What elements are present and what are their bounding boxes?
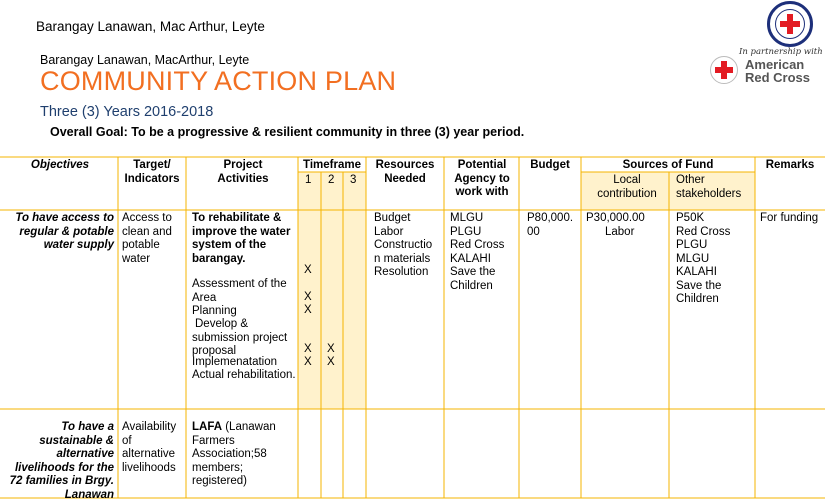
- partner-line-2: Red Cross: [745, 70, 811, 85]
- stakeholder-item: Children: [676, 293, 719, 305]
- timeframe-mark: X: [304, 356, 312, 368]
- stakeholder-item: MLGU: [676, 252, 710, 265]
- row1-activity-implementation: Implemenatation: [192, 356, 278, 368]
- overall-goal: Overall Goal: To be a progressive & resilient community in three (3) year period.: [50, 125, 525, 139]
- row1-local-contribution: [586, 212, 666, 239]
- resource-item: Resolution: [374, 266, 429, 278]
- header-remarks: Remarks: [765, 159, 815, 171]
- resource-item: Labor: [374, 225, 404, 238]
- agency-item: Children: [450, 279, 493, 292]
- row1-remarks: For funding: [760, 212, 819, 224]
- local-amount: P30,000.00: [586, 212, 645, 224]
- resource-item: n materials: [374, 252, 431, 265]
- header-activities: Project Activities: [217, 159, 269, 185]
- header-budget: Budget: [530, 159, 570, 171]
- philippine-red-cross-logo: [767, 1, 813, 47]
- header-agency: Potential Agency to work with: [454, 159, 510, 198]
- resource-item: Constructio: [374, 239, 433, 251]
- row2-target: Availability of alternative livelihoods: [122, 421, 177, 474]
- row1-activity-assessment: Assessment of the Area: [192, 278, 287, 304]
- row1-other-stakeholders: [676, 212, 754, 307]
- timeframe-mark: X: [304, 291, 312, 303]
- row2-activity-detail: (Lanawan Farmers Association;58 members; registered): [192, 421, 276, 487]
- barangay-location-subheader: Barangay Lanawan, MacArthur, Leyte: [40, 53, 250, 67]
- partner-line-1: American: [745, 57, 805, 72]
- row2-activity: [192, 421, 296, 489]
- row1-target: Access to clean and potable water: [122, 212, 172, 265]
- timeframe-mark: X: [304, 264, 312, 276]
- timeframe-mark: X: [304, 343, 312, 355]
- header-timeframe-1: 1: [305, 174, 312, 186]
- stakeholder-item: P50K: [676, 212, 705, 224]
- row1-budget: [527, 212, 581, 239]
- agency-item: Red Cross: [450, 239, 505, 251]
- row1-activity-title: To rehabilitate & improve the water system of the barangay.: [192, 212, 291, 265]
- header-timeframe-3: 3: [350, 174, 357, 186]
- american-red-cross-name: [745, 58, 810, 84]
- header-local-contribution: Local contribution: [597, 174, 657, 200]
- stakeholder-item: KALAHI: [676, 266, 717, 278]
- budget-line: 00: [527, 225, 540, 238]
- agency-item: Save the: [450, 266, 496, 278]
- header-target: Target/ Indicators: [124, 159, 180, 185]
- barangay-location-header: Barangay Lanawan, Mac Arthur, Leyte: [36, 19, 265, 34]
- row1-activity-proposal: Develop & submission project proposal: [192, 318, 288, 357]
- row1-activity-rehabilitation: Actual rehabilitation.: [192, 369, 296, 381]
- plan-years: Three (3) Years 2016-2018: [40, 104, 214, 120]
- timeframe-mark: X: [304, 304, 312, 316]
- local-labor: Labor: [605, 225, 635, 238]
- resource-item: Budget: [374, 212, 411, 224]
- agency-item: PLGU: [450, 225, 482, 238]
- timeframe-mark: X: [327, 343, 335, 355]
- american-red-cross-icon: [710, 56, 738, 84]
- row1-agencies: [450, 212, 518, 293]
- header-other-stakeholders: Other stakeholders: [676, 174, 742, 200]
- agency-item: MLGU: [450, 212, 484, 224]
- stakeholder-item: Red Cross: [676, 225, 731, 238]
- stakeholder-item: Save the: [676, 279, 722, 292]
- row1-activity-planning: Planning: [192, 305, 237, 317]
- header-objectives: Objectives: [30, 159, 90, 171]
- row2-objective: To have a sustainable & alternative livelihoods for the 72 families in Brgy. Lanawan: [9, 421, 114, 501]
- row1-objective: To have access to regular & potable water supply: [15, 212, 114, 251]
- partnership-text: In partnership with: [739, 47, 823, 57]
- agency-item: KALAHI: [450, 252, 491, 265]
- header-resources: Resources Needed: [375, 159, 435, 185]
- row1-resources: [374, 212, 444, 280]
- stakeholder-item: PLGU: [676, 239, 708, 251]
- page-title: COMMUNITY ACTION PLAN: [40, 66, 397, 96]
- row2-activity-acronym: LAFA: [192, 421, 223, 433]
- header-sources: Sources of Fund: [622, 159, 714, 171]
- budget-line: P80,000.: [527, 212, 574, 224]
- header-timeframe: Timeframe: [303, 159, 361, 171]
- timeframe-mark: X: [327, 356, 335, 368]
- header-timeframe-2: 2: [328, 174, 335, 186]
